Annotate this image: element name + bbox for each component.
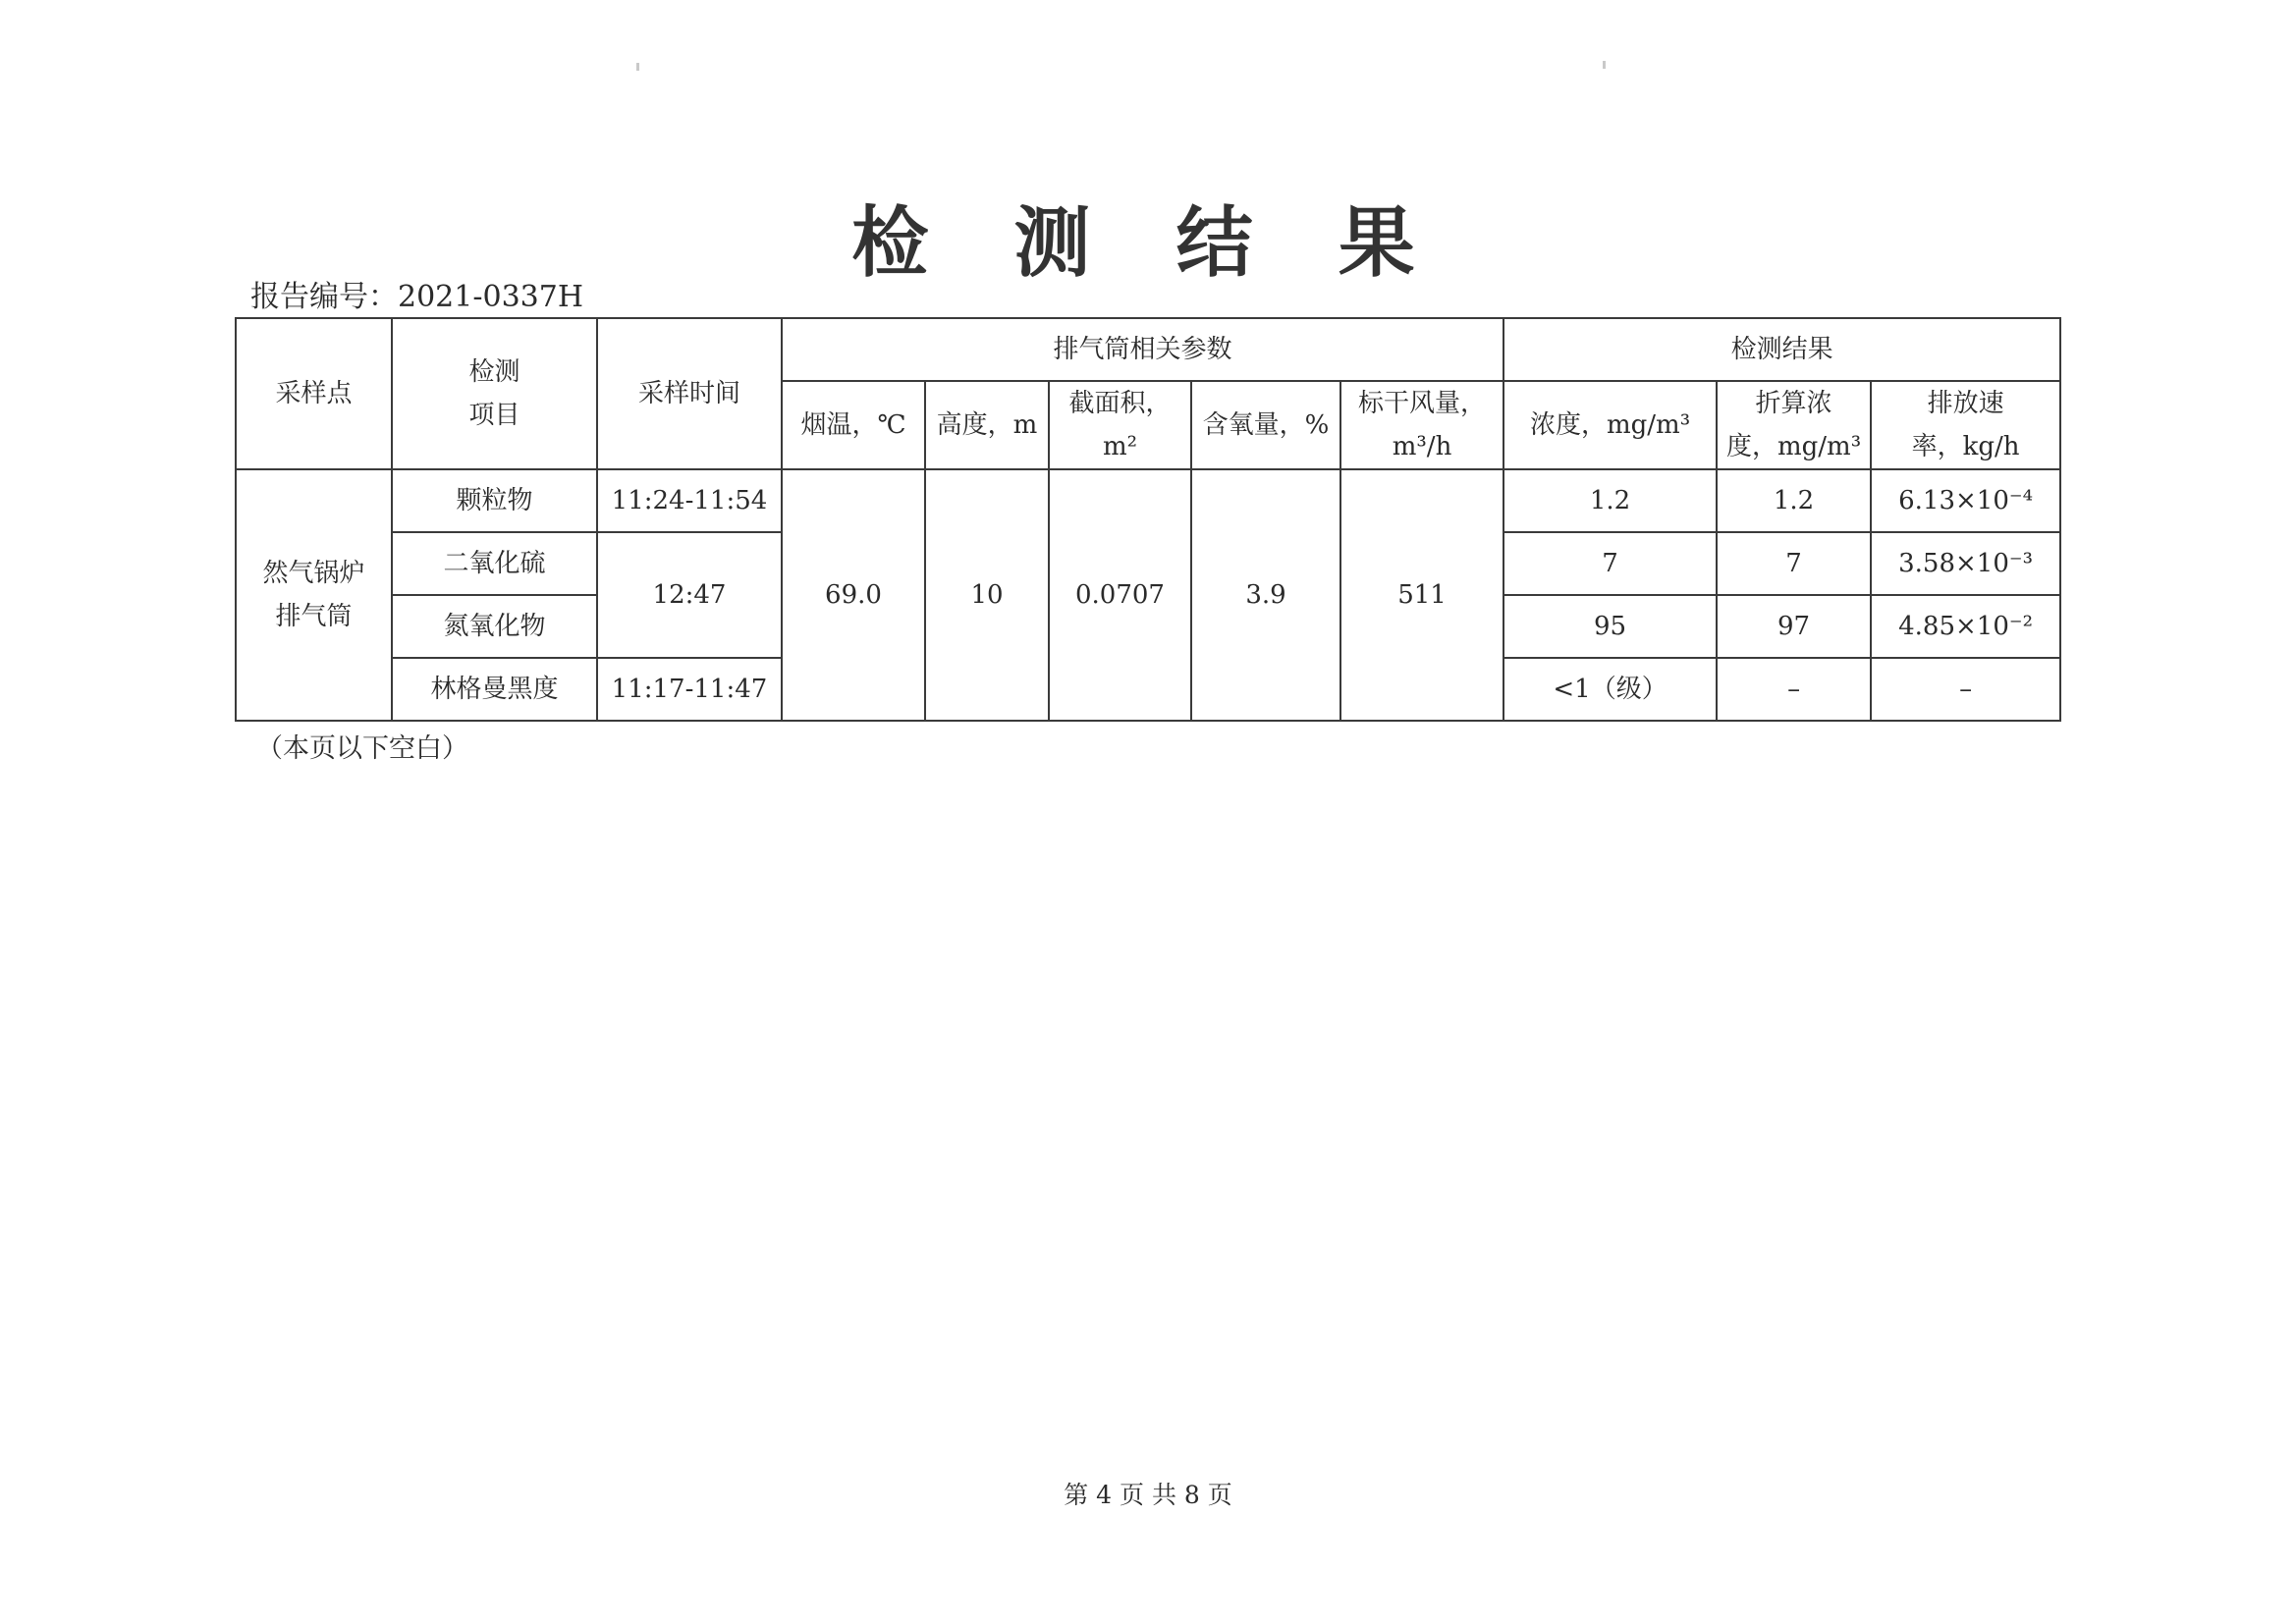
area-cell: 0.0707 [1049, 469, 1191, 721]
emission-cell: – [1871, 658, 2060, 721]
page-title: 检 测 结 果 [851, 199, 1445, 288]
header-converted-line1: 折算浓 [1755, 389, 1832, 418]
header-row [236, 318, 2060, 381]
height-cell: 10 [925, 469, 1049, 721]
time-cell: 11:17-11:47 [597, 658, 782, 721]
concentration-cell: 1.2 [1503, 469, 1717, 532]
blank-page-note: （本页以下空白） [256, 733, 468, 764]
header-test-results: 检测结果 [1503, 318, 2060, 381]
page-footer: 第 4 页 共 8 页 [1064, 1481, 1232, 1509]
emission-cell: 4.85×10⁻² [1871, 595, 2060, 658]
header-emission-line1: 排放速 [1927, 389, 2004, 418]
header-converted-line2: 度，mg/m³ [1725, 432, 1862, 461]
header-area-line2: m² [1102, 432, 1138, 461]
converted-cell: – [1717, 658, 1871, 721]
flue-temp-cell: 69.0 [782, 469, 925, 721]
sampling-point-line2: 排气筒 [275, 602, 353, 631]
header-concentration: 浓度，mg/m³ [1503, 381, 1717, 469]
table-row [236, 469, 2060, 532]
header-flow-line2: m³/h [1392, 432, 1452, 461]
header-emission [1871, 381, 2060, 469]
header-area [1049, 381, 1191, 469]
concentration-cell: <1（级） [1503, 658, 1717, 721]
item-cell: 二氧化硫 [392, 532, 597, 595]
time-cell: 12:47 [597, 532, 782, 658]
header-test-item-line2: 项目 [468, 401, 520, 430]
converted-cell: 1.2 [1717, 469, 1871, 532]
header-flow [1340, 381, 1503, 469]
header-height: 高度，m [925, 381, 1049, 469]
scan-speck [636, 63, 639, 71]
header-emission-line2: 率，kg/h [1911, 432, 2020, 461]
item-cell: 林格曼黑度 [392, 658, 597, 721]
scan-speck [1603, 61, 1606, 69]
header-flow-line1: 标干风量， [1358, 389, 1487, 418]
item-cell: 颗粒物 [392, 469, 597, 532]
header-converted [1717, 381, 1871, 469]
time-cell: 11:24-11:54 [597, 469, 782, 532]
emission-cell: 6.13×10⁻⁴ [1871, 469, 2060, 532]
header-flue-temp: 烟温，℃ [782, 381, 925, 469]
flow-cell: 511 [1340, 469, 1503, 721]
header-stack-params: 排气筒相关参数 [782, 318, 1503, 381]
header-oxygen: 含氧量，% [1191, 381, 1340, 469]
converted-cell: 7 [1717, 532, 1871, 595]
results-table [235, 317, 2061, 722]
header-sampling-time: 采样时间 [597, 318, 782, 469]
header-sampling-point: 采样点 [236, 318, 392, 469]
sampling-point-cell [236, 469, 392, 721]
header-area-line1: 截面积， [1068, 389, 1172, 418]
item-cell: 氮氧化物 [392, 595, 597, 658]
sampling-point-line1: 然气锅炉 [262, 559, 365, 588]
report-number: 报告编号：2021-0337H [250, 280, 583, 314]
concentration-cell: 95 [1503, 595, 1717, 658]
emission-cell: 3.58×10⁻³ [1871, 532, 2060, 595]
header-test-item [392, 318, 597, 469]
concentration-cell: 7 [1503, 532, 1717, 595]
header-test-item-line1: 检测 [468, 357, 520, 387]
converted-cell: 97 [1717, 595, 1871, 658]
oxygen-cell: 3.9 [1191, 469, 1340, 721]
